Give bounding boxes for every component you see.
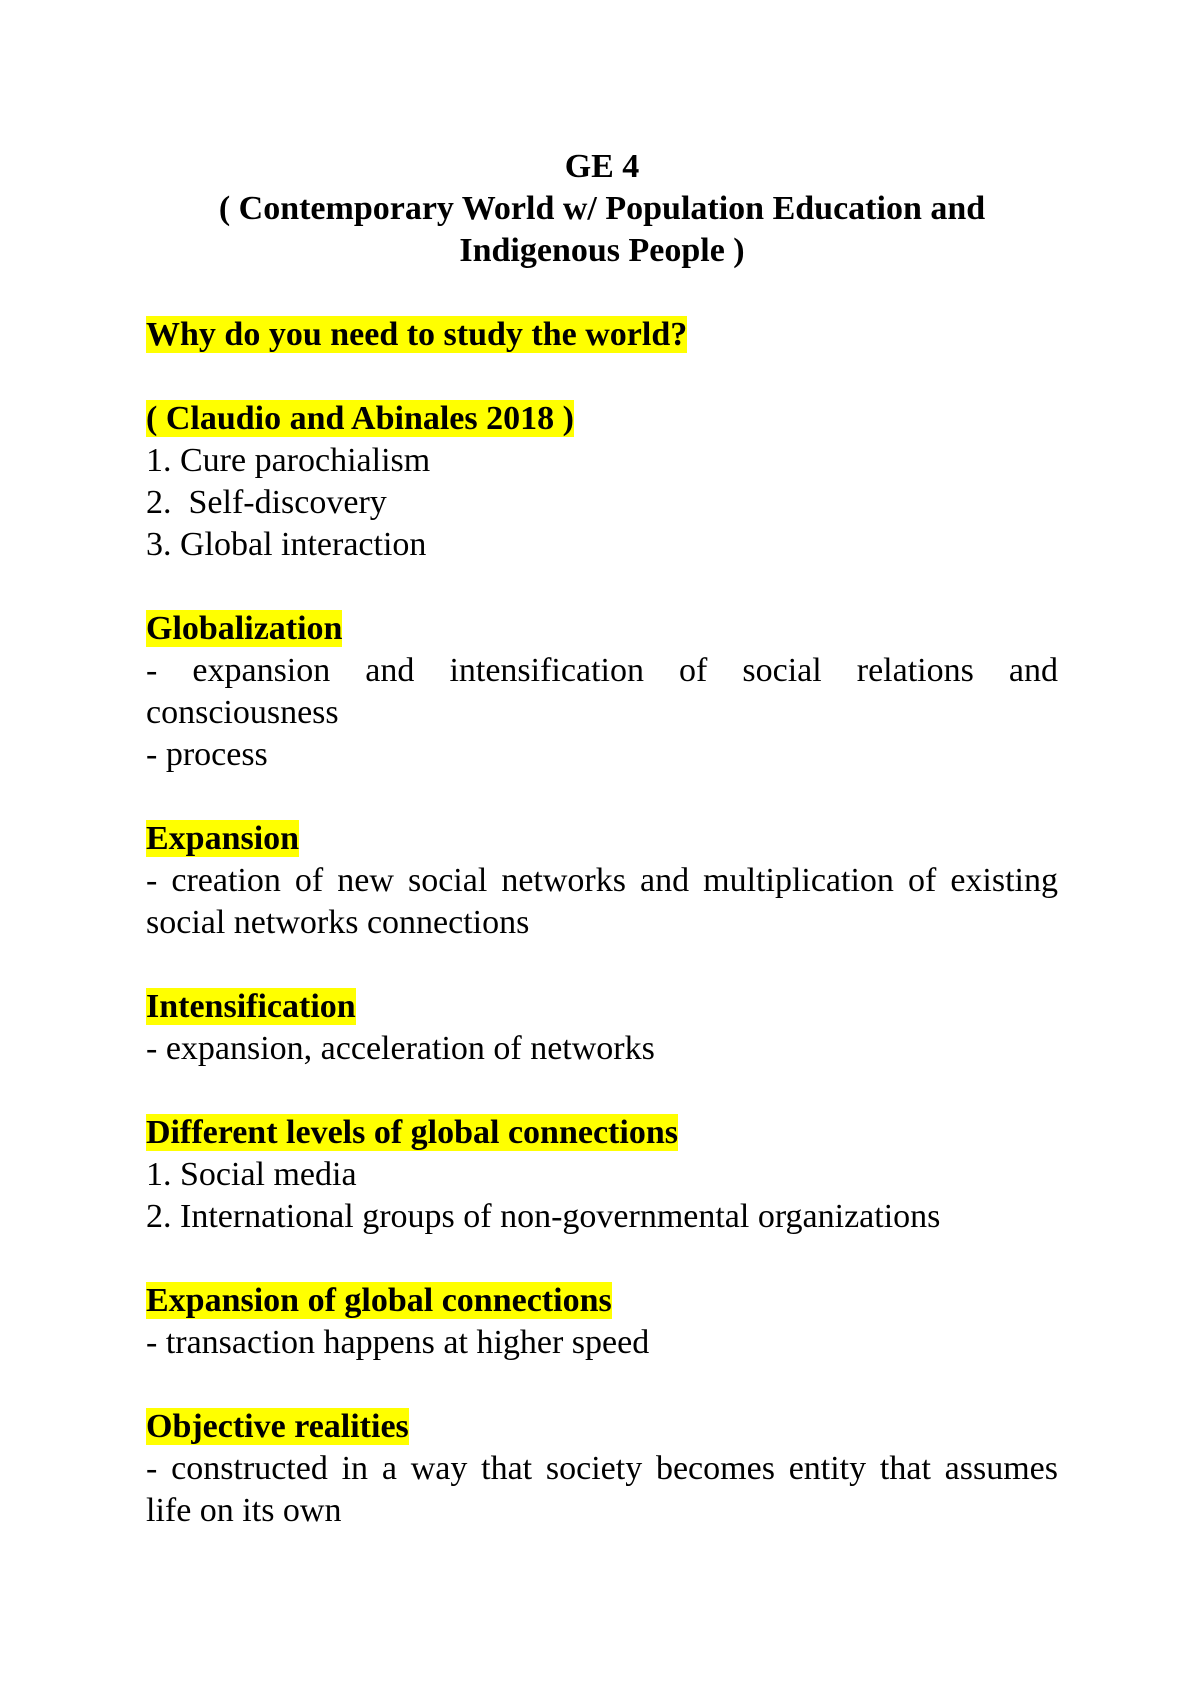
list-item: 1. Social media [146,1156,357,1193]
expansion-heading: Expansion [146,820,300,857]
expansion-definition: - creation of new social networks and multiplication of existing social networks connections [146,862,1058,941]
globalization-note: - process [146,736,268,773]
intensification-section [146,986,1058,1070]
course-title-line-2: Indigenous People ) [459,232,745,269]
levels-section [146,1112,1058,1238]
objective-section [146,1406,1058,1532]
reasons-heading: ( Claudio and Abinales 2018 ) [146,400,574,437]
list-item: 2. International groups of non-governmental organizations [146,1198,941,1235]
intensification-heading: Intensification [146,988,356,1025]
document-title [146,146,1058,272]
globalization-heading: Globalization [146,610,343,647]
globalization-section [146,608,1058,776]
course-title-line-1: ( Contemporary World w/ Population Education and [218,190,986,227]
objective-definition: - constructed in a way that society becomes entity that assumes life on its own [146,1450,1058,1529]
course-code: GE 4 [564,148,640,185]
expansion-global-section [146,1280,1058,1364]
expansion-global-heading: Expansion of global connections [146,1282,612,1319]
globalization-definition: - expansion and intensification of social relations and consciousness [146,652,1058,731]
levels-heading: Different levels of global connections [146,1114,678,1151]
intensification-definition: - expansion, acceleration of networks [146,1030,655,1067]
list-item: 3. Global interaction [146,526,427,563]
expansion-global-definition: - transaction happens at higher speed [146,1324,650,1361]
list-item: 1. Cure parochialism [146,442,431,479]
question-section [146,314,1058,356]
reasons-section [146,398,1058,566]
objective-heading: Objective realities [146,1408,409,1445]
question-heading: Why do you need to study the world? [146,316,688,353]
list-item: 2. Self-discovery [146,484,387,521]
expansion-section [146,818,1058,944]
document-content [146,146,1058,1532]
